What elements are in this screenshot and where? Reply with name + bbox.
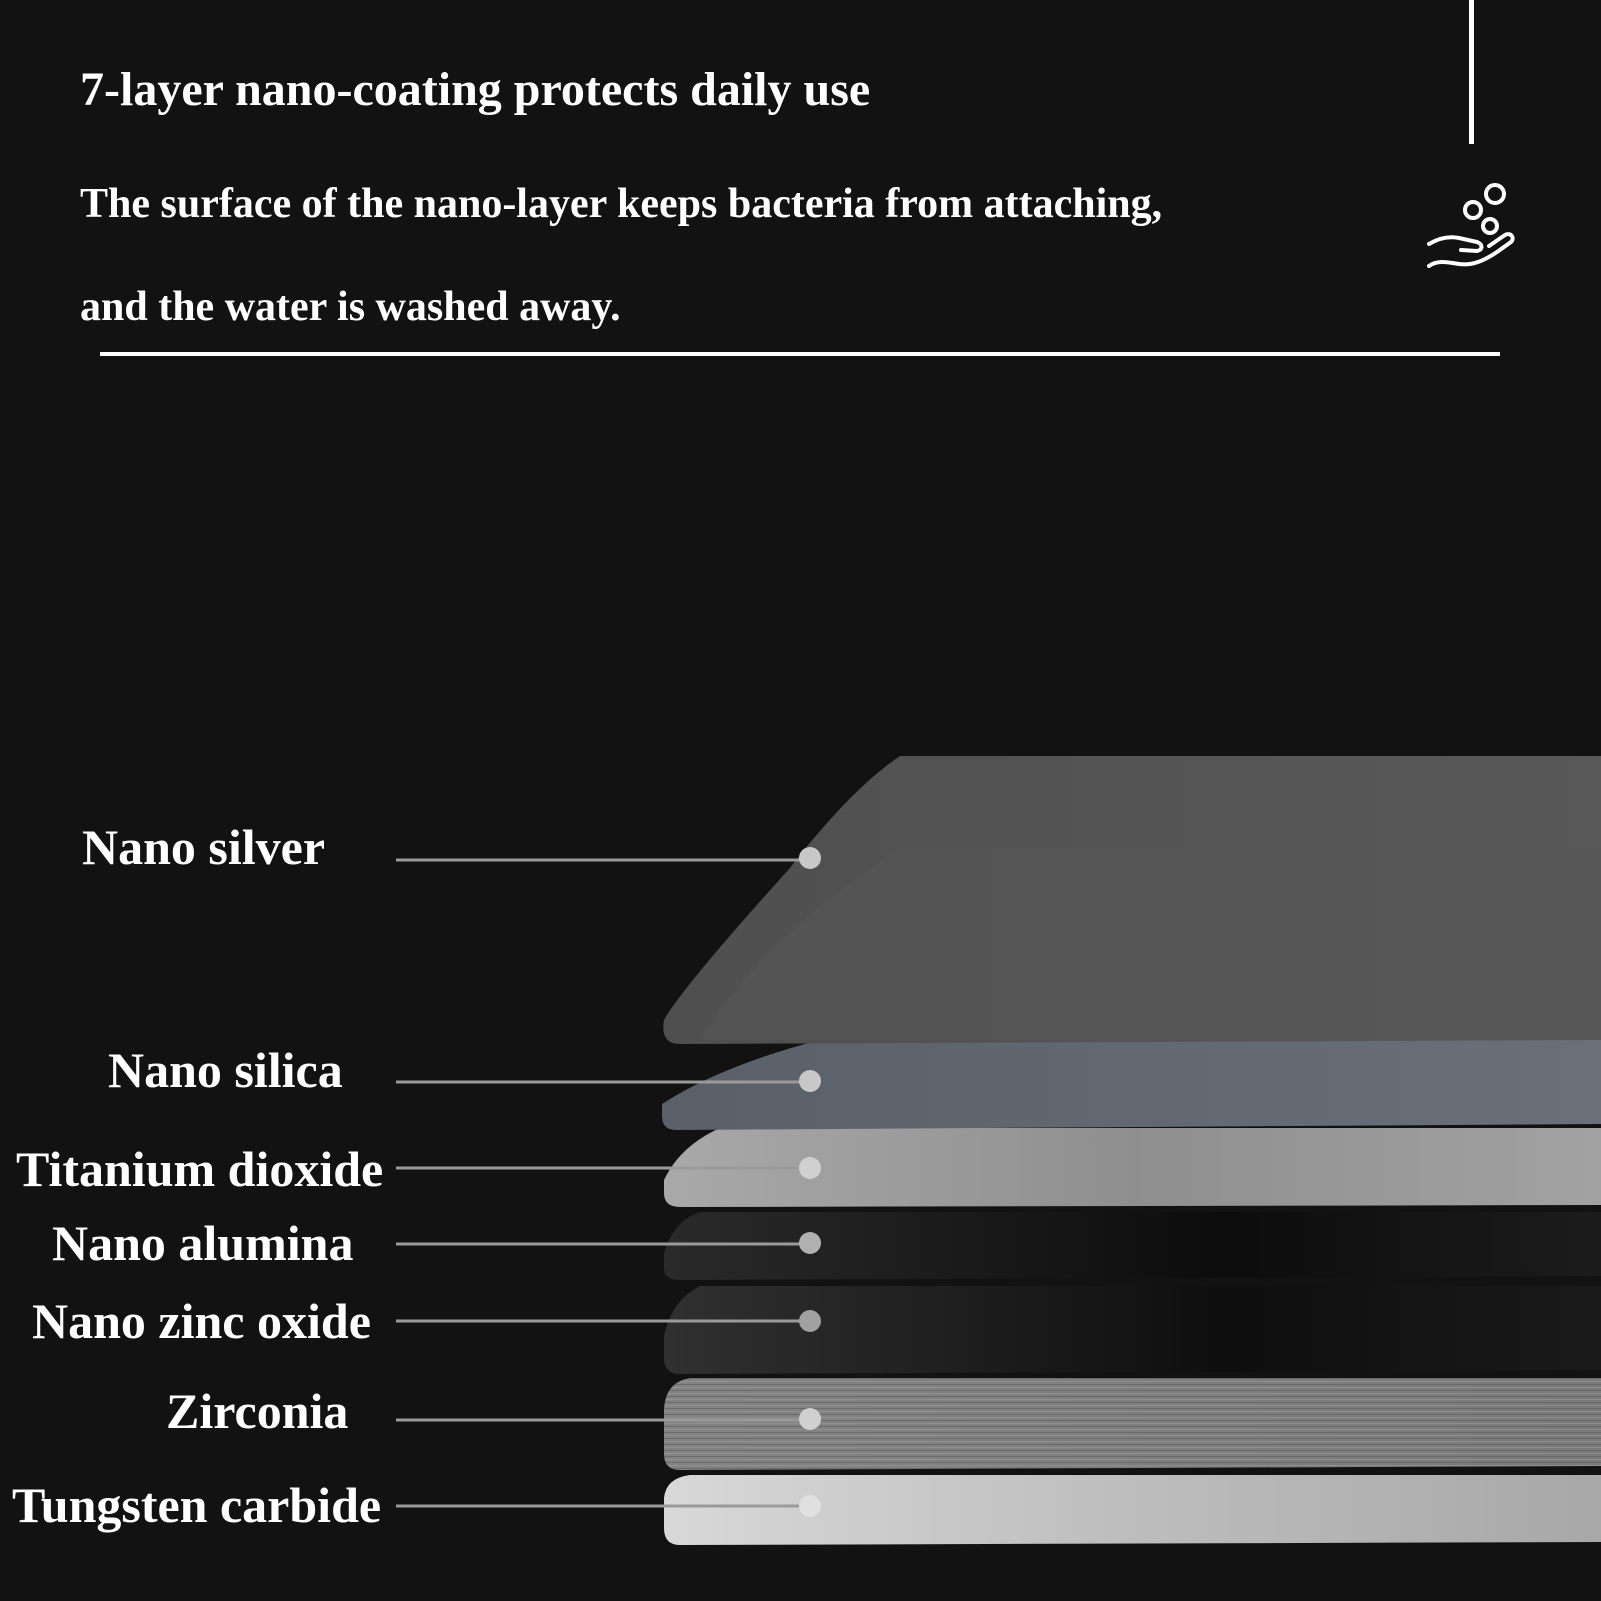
headline: 7-layer nano-coating protects daily use xyxy=(80,63,871,116)
layer-label-nano-zinc-oxide: Nano zinc oxide xyxy=(32,1293,371,1349)
layer-label-nano-alumina: Nano alumina xyxy=(52,1215,354,1271)
layer-label-zirconia: Zirconia xyxy=(166,1383,349,1439)
description-line-2: and the water is washed away. xyxy=(80,284,621,330)
layer-label-titanium-dioxide: Titanium dioxide xyxy=(16,1141,384,1197)
layer-callout xyxy=(82,819,821,875)
layer-label-tungsten-carbide: Tungsten carbide xyxy=(12,1477,382,1533)
layer-label-nano-silica: Nano silica xyxy=(108,1042,343,1098)
layer-label-nano-silver: Nano silver xyxy=(82,819,326,875)
description-line-1: The surface of the nano-layer keeps bacteria from attaching, xyxy=(80,181,1163,227)
